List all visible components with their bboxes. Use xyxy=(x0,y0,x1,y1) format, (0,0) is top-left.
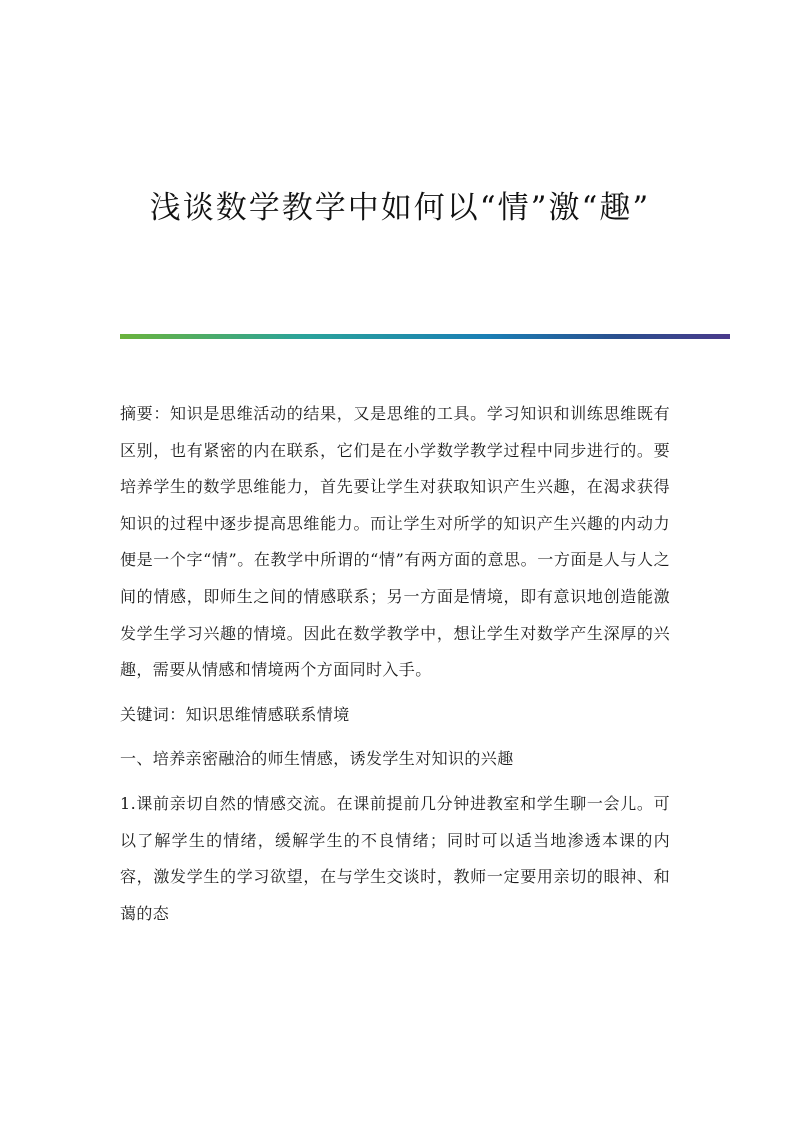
document-body xyxy=(120,396,670,932)
document-title: 浅谈数学教学中如何以“情”激“趣” xyxy=(149,190,651,226)
body-paragraph: 1.课前亲切自然的情感交流。在课前提前几分钟进教室和学生聊一会儿。可以了解学生的情绪，缓解学生的不良情绪；同时可以适当地渗透本课的内容，激发学生的学习欲望，在与学生交谈时，教师一定要用亲切的眼神、和蔼的态 xyxy=(120,793,670,923)
keywords-line: 关键词：知识思维情感联系情境 xyxy=(120,704,350,724)
title-divider xyxy=(120,334,730,339)
section-heading: 一、培养亲密融洽的师生情感，诱发学生对知识的兴趣 xyxy=(120,749,514,769)
abstract-paragraph: 摘要：知识是思维活动的结果，又是思维的工具。学习知识和训练思维既有区别，也有紧密的内在联系，它们是在小学数学教学过程中同步进行的。要培养学生的数学思维能力，首先要让学生对获取知识产生兴趣，在渴求获得知识的过程中逐步提高思维能力。而让学生对所学的知识产生兴趣的内动力便是一个字“情”。在教学中所谓的“情”有两方面的意思。一方面是人与人之间的情感，即师生之间的情感联系；另一方面是情境，即有意识地创造能激发学生学习兴趣的情境。因此在数学教学中，想让学生对数学产生深厚的兴趣，需要从情感和情境两个方面同时入手。 xyxy=(120,404,670,680)
